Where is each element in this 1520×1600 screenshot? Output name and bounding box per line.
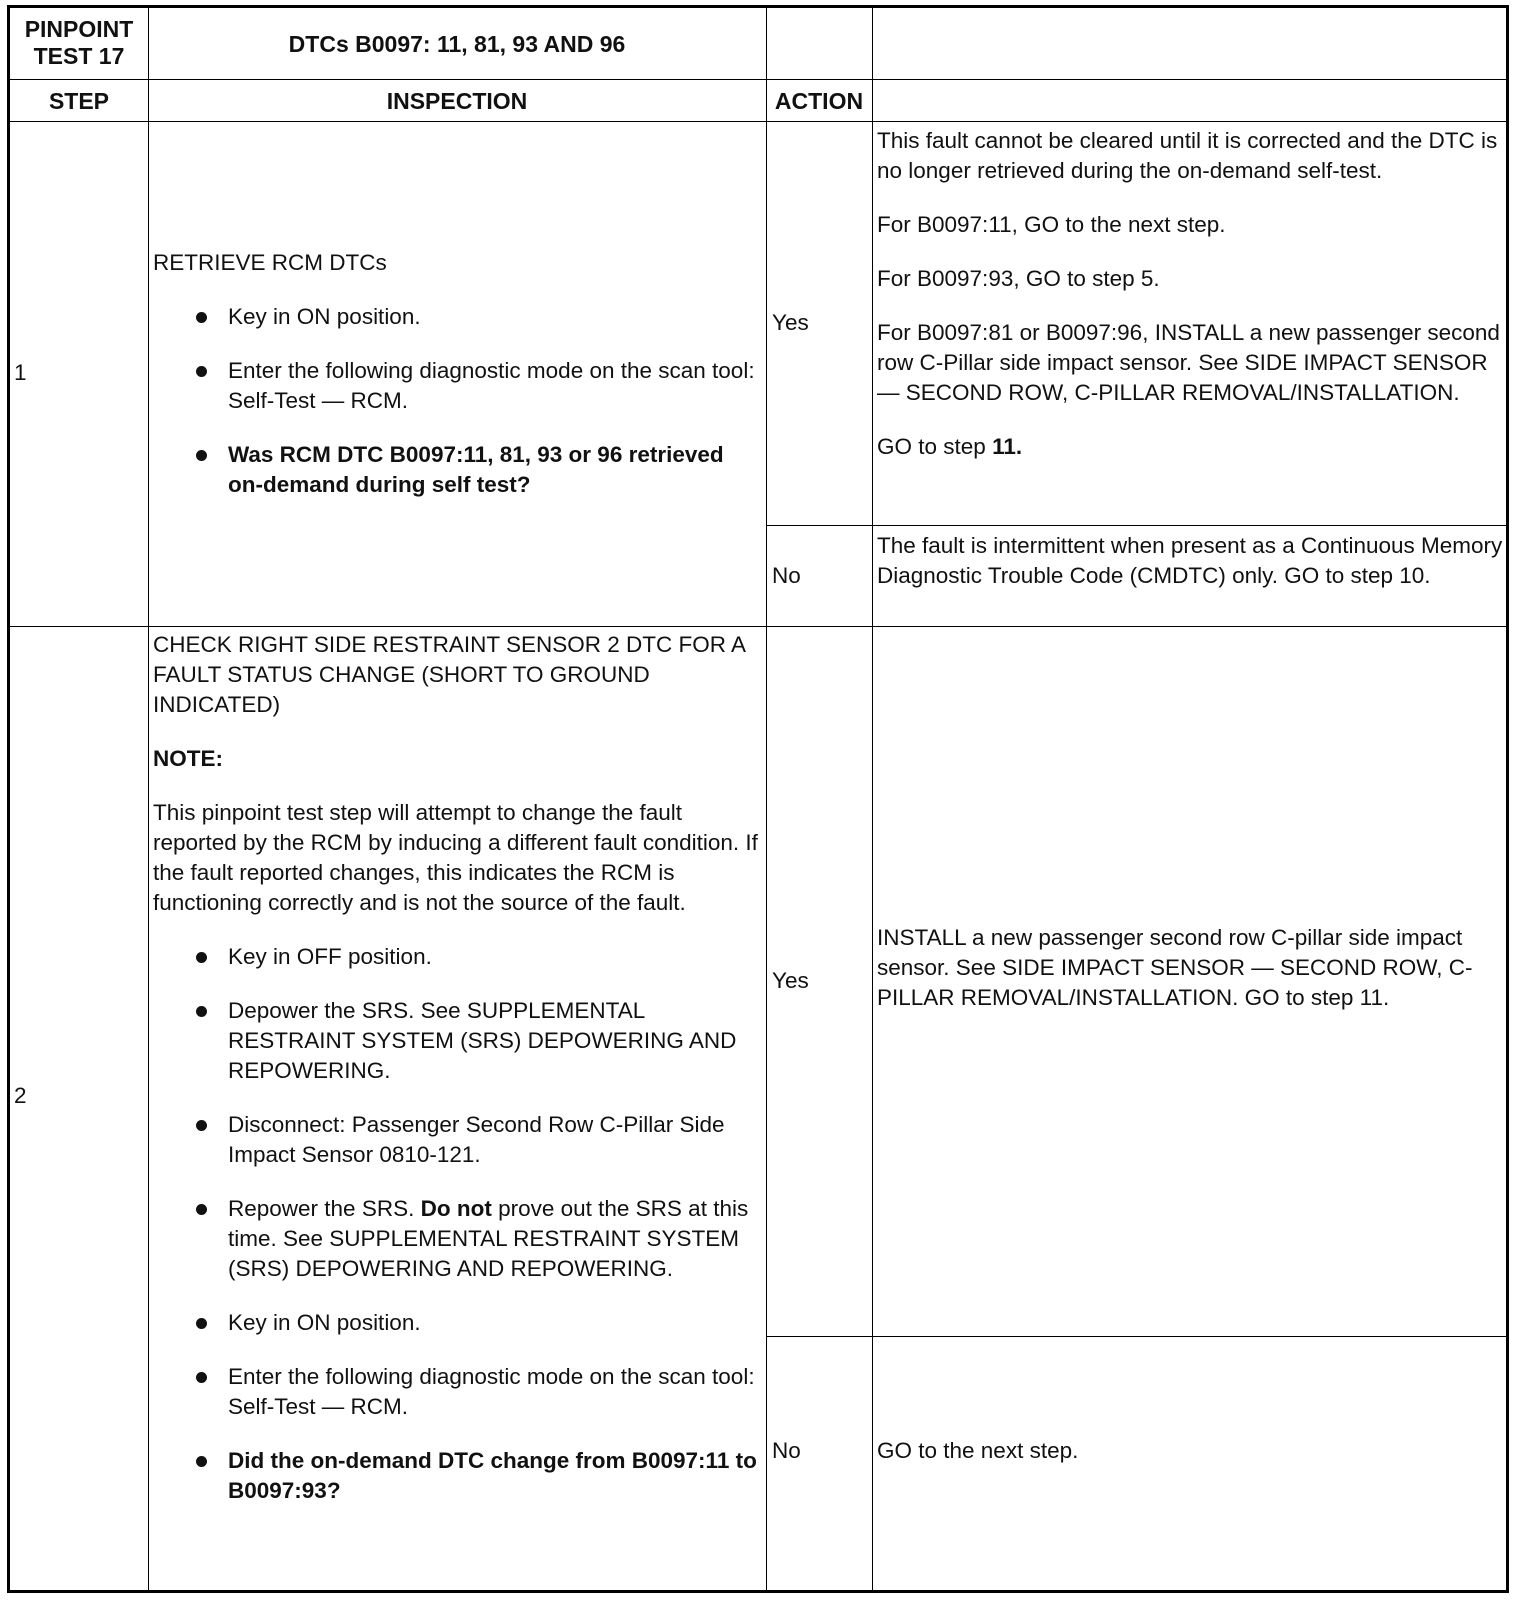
list-item-text: Repower the SRS. [228,1196,421,1221]
step-number: 2 [14,1083,27,1108]
step-inspection [153,630,765,1506]
column-header-step: STEP [48,88,110,114]
note-text: This pinpoint test step will attempt to change the fault reported by the RCM by inducing a different fault condition. If the fault reported changes, this indicates the RCM is functioning correctly and is not the source of the fault. [153,800,758,915]
list-item-emphasis: Do not [420,1196,492,1221]
inspection-list [153,302,763,500]
list-item: Enter the following diagnostic mode on the scan tool: Self-Test — RCM. [153,356,763,416]
inspection-list [153,942,765,1506]
column-header-action: ACTION [774,88,864,114]
yes-action [877,126,1509,462]
step-inspection [153,248,763,500]
step-title: CHECK RIGHT SIDE RESTRAINT SENSOR 2 DTC FOR A FAULT STATUS CHANGE (SHORT TO GROUND INDICATED) [153,632,745,717]
list-item: Key in ON position. [153,302,763,332]
no-action: The fault is intermittent when present as a Continuous Memory Diagnostic Trouble Code (CMDTC) only. GO to step 10. [877,533,1503,588]
action-goto [877,432,1509,462]
column-divider [766,8,767,1590]
step-number: 1 [14,360,27,385]
list-item: Depower the SRS. See SUPPLEMENTAL RESTRAINT SYSTEM (SRS) DEPOWERING AND REPOWERING. [153,996,765,1086]
pinpoint-line2: TEST 17 [33,43,125,69]
action-text: For B0097:11, GO to the next step. [877,212,1226,237]
list-item-text: prove out the SRS at this time. See SUPPLEMENTAL RESTRAINT SYSTEM (SRS) DEPOWERING AND REPOWERING. [228,1196,749,1281]
step-title: RETRIEVE RCM DTCs [153,250,387,275]
pinpoint-line1: PINPOINT [24,16,134,42]
yes-label: Yes [772,310,809,335]
goto-step: 11. [992,434,1023,459]
column-divider [148,8,149,1590]
yes-label: Yes [772,968,809,993]
action-text: This fault cannot be cleared until it is corrected and the DTC is no longer retrieved during the on-demand self-test. [877,128,1498,183]
row-divider [10,79,1506,80]
column-header-inspection: INSPECTION [386,88,528,114]
row-divider [10,626,1506,627]
no-action: GO to the next step. [877,1438,1079,1463]
row-divider [10,121,1506,122]
list-item: Key in ON position. [153,1308,765,1338]
list-item: Disconnect: Passenger Second Row C-Pillar Side Impact Sensor 0810-121. [153,1110,765,1170]
no-label: No [772,1438,801,1463]
pinpoint-test-table [7,5,1509,1593]
no-label: No [772,563,801,588]
action-text: For B0097:93, GO to step 5. [877,266,1160,291]
column-divider [872,8,873,1590]
list-item: Enter the following diagnostic mode on the scan tool: Self-Test — RCM. [153,1362,765,1422]
goto-prefix: GO to step [877,434,993,459]
list-item: Did the on-demand DTC change from B0097:11 to B0097:93? [153,1446,765,1506]
list-item: Was RCM DTC B0097:11, 81, 93 or 96 retrieved on-demand during self test? [153,440,763,500]
page-title: DTCs B0097: 11, 81, 93 AND 96 [288,31,626,57]
list-item: Key in OFF position. [153,942,765,972]
row-divider [766,1336,1506,1337]
note-label: NOTE: [153,746,223,771]
yes-action: INSTALL a new passenger second row C-pillar side impact sensor. See SIDE IMPACT SENSOR — SECOND ROW, C-PILLAR REMOVAL/INSTALLATION. GO to step 11. [877,925,1473,1010]
pinpoint-test-label [10,16,148,70]
row-divider [766,525,1506,526]
action-text: For B0097:81 or B0097:96, INSTALL a new passenger second row C-Pillar side impact sensor. See SIDE IMPACT SENSOR — SECOND ROW, C-PILLAR REMOVAL/INSTALLATION. [877,320,1500,405]
list-item [153,1194,765,1284]
